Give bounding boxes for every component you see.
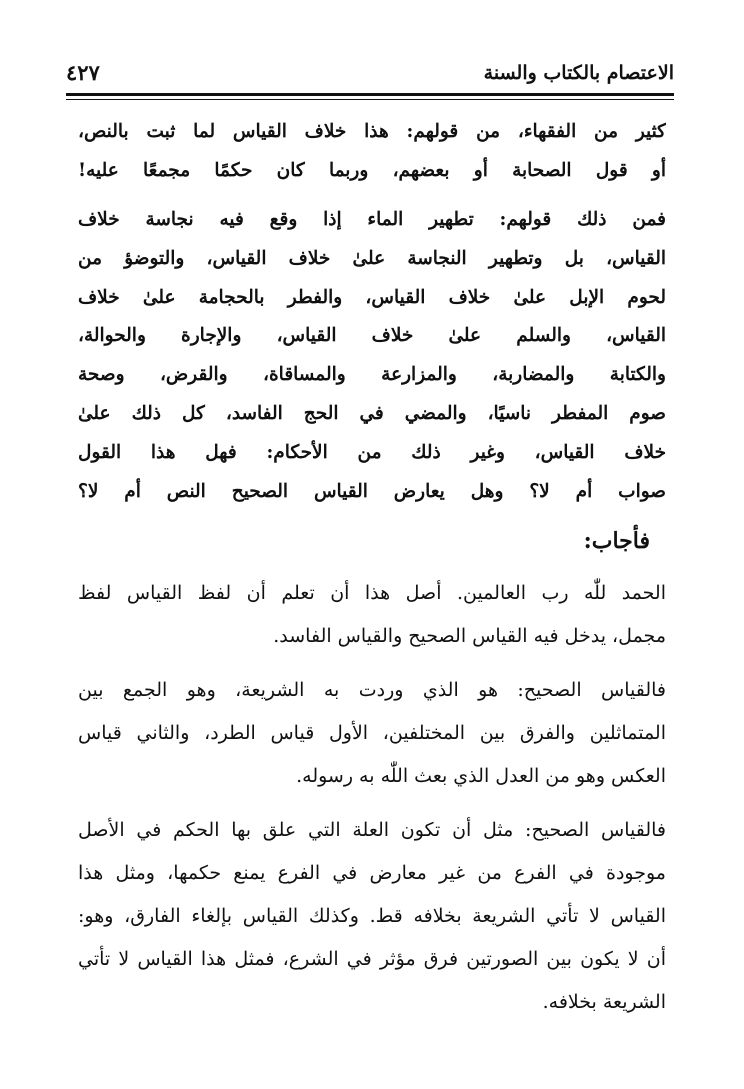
answer-line: مجمل، يدخل فيه القياس الصحيح والقياس الفاسد.: [273, 625, 666, 647]
answer-line: موجودة في الفرع من غير معارض في الفرع يمنع حكمها، ومثل هذا: [78, 862, 666, 884]
question-line: القياس، بل وتطهير النجاسة علىٰ خلاف القياس، والتوضؤ من: [78, 248, 666, 269]
question-line: والكتابة والمضاربة، والمزارعة والمساقاة، والقرض، وصحة: [78, 364, 666, 385]
answer-line: الحمد للّٰه رب العالمين. أصل هذا أن تعلم أن لفظ القياس لفظ: [78, 582, 666, 604]
question-line: فمن ذلك قولهم: تطهير الماء إذا وقع فيه نجاسة خلاف: [78, 209, 666, 230]
question-line: كثير من الفقهاء، من قولهم: هذا خلاف القياس لما ثبت بالنص،: [78, 121, 666, 142]
question-line: القياس، والسلم علىٰ خلاف القياس، والإجارة والحوالة،: [78, 325, 666, 346]
page-number: ٤٢٧: [66, 60, 100, 85]
page-header: [66, 56, 674, 90]
header-rule-thick: [66, 93, 674, 96]
answer-line: فالقياس الصحيح: هو الذي وردت به الشريعة، وهو الجمع بين: [78, 679, 666, 701]
question-line: صوم المفطر ناسيًا، والمضي في الحج الفاسد، كل ذلك علىٰ: [78, 403, 666, 424]
answer-line: القياس لا تأتي الشريعة بخلافه قط. وكذلك القياس بإلغاء الفارق، وهو:: [78, 905, 666, 927]
answer-line: الشريعة بخلافه.: [542, 991, 666, 1013]
answer-line: العكس وهو من العدل الذي بعث اللّٰه به رسوله.: [296, 765, 666, 787]
answer-heading: فأجاب:: [583, 528, 650, 554]
answer-line: فالقياس الصحيح: مثل أن تكون العلة التي علق بها الحكم في الأصل: [78, 819, 666, 841]
header-rule-thin: [66, 99, 674, 100]
answer-line: المتماثلين والفرق بين المختلفين، الأول قياس الطرد، والثاني قياس: [78, 722, 666, 744]
question-line: لحوم الإبل علىٰ خلاف القياس، والفطر بالحجامة علىٰ خلاف: [78, 287, 666, 308]
answer-line: أن لا يكون بين الصورتين فرق مؤثر في الشرع، فمثل هذا القياس لا تأتي: [78, 948, 666, 970]
running-title: الاعتصام بالكتاب والسنة: [483, 62, 674, 84]
question-line: صواب أم لا؟ وهل يعارض القياس الصحيح النص أم لا؟: [78, 481, 666, 502]
question-line: أو قول الصحابة أو بعضهم، وربما كان حكمًا مجمعًا عليه!: [78, 160, 666, 181]
question-line: خلاف القياس، وغير ذلك من الأحكام: فهل هذا القول: [78, 442, 666, 463]
